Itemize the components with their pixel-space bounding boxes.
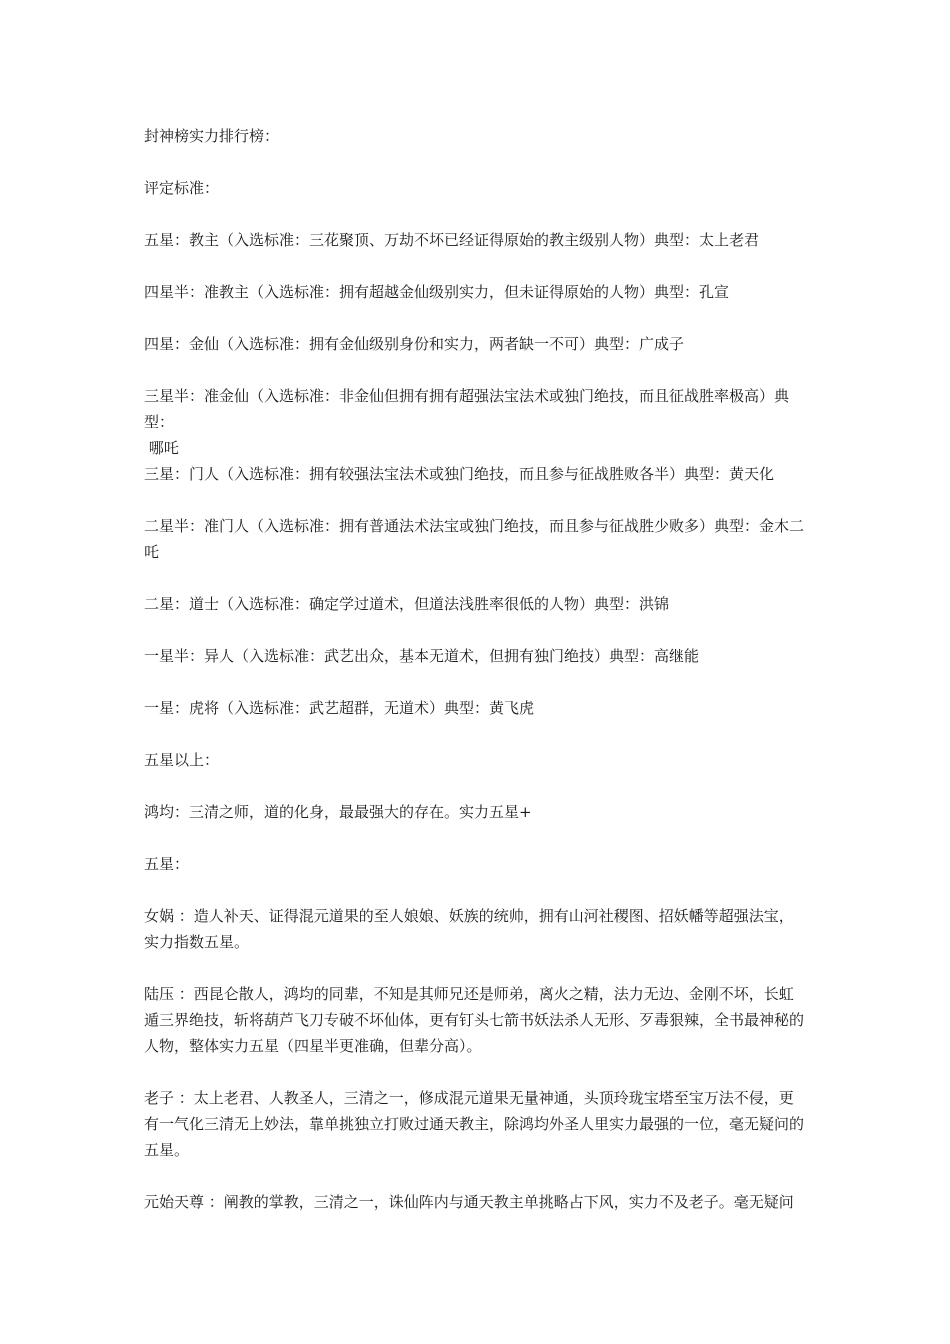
rank-four-half-star: 四星半：准教主（入选标准：拥有超越金仙级别实力，但未证得原始的人物）典型：孔宣: [144, 283, 730, 301]
entry-hongjun: 鸿均：三清之师，道的化身，最最强大的存在。实力五星+: [144, 803, 532, 821]
rank-two-half-star: 二星半：准门人（入选标准：拥有普通法术法宝或独门绝技，而且参与征战胜少败多）典型：金木二 吒: [144, 517, 805, 561]
rank-four-star: 四星：金仙（入选标准：拥有金仙级别身份和实力，两者缺一不可）典型：广成子: [144, 335, 685, 353]
section-above-five-star: 五星以上：: [144, 751, 220, 769]
entry-luya: 陆压 ：西昆仑散人，鸿均的同辈，不知是其师兄还是师弟，离火之精，法力无边、金刚不坏，长虹 遁三界绝技，斩将葫芦飞刀专破不坏仙体，更有钉头七箭书妖法杀人无形、歹毒狠辣，全书最神秘的 人物，整体实力五星（四星半更准确，但辈分高）。: [144, 985, 805, 1055]
section-five-star: 五星：: [144, 855, 190, 873]
rank-one-star: 一星：虎将（入选标准：武艺超群，无道术）典型：黄飞虎: [144, 699, 535, 717]
entry-nuwa: 女娲 ：造人补天、证得混元道果的至人娘娘、妖族的统帅，拥有山河社稷图、招妖幡等超强法宝， 实力指数五星。: [144, 907, 794, 951]
criteria-heading: 评定标准：: [144, 179, 220, 197]
rank-five-star: 五星：教主（入选标准：三花聚顶、万劫不坏已经证得原始的教主级别人物）典型：太上老君: [144, 231, 760, 249]
entry-laozi: 老子 ：太上老君、人教圣人，三清之一，修成混元道果无量神通，头顶玲珑宝塔至宝万法不侵，更 有一气化三清无上妙法，靠单挑独立打败过通天教主，除鸿均外圣人里实力最强的一位，毫无疑问的 五星。: [144, 1089, 805, 1159]
entry-yuanshi-tianzun: 元始天尊 ：阐教的掌教，三清之一，诛仙阵内与通天教主单挑略占下风，实力不及老子。毫无疑问: [144, 1193, 794, 1211]
rank-one-half-star: 一星半：异人（入选标准：武艺出众，基本无道术，但拥有独门绝技）典型：高继能: [144, 647, 700, 665]
rank-three-star: 三星：门人（入选标准：拥有较强法宝法术或独门绝技，而且参与征战胜败各半）典型：黄天化: [144, 465, 775, 483]
rank-two-star: 二星：道士（入选标准：确定学过道术，但道法浅胜率很低的人物）典型：洪锦: [144, 595, 670, 613]
rank-three-half-star: 三星半：准金仙（入选标准：非金仙但拥有拥有超强法宝法术或独门绝技，而且征战胜率极高）典型： 哪吒: [144, 387, 790, 457]
document-title: 封神榜实力排行榜：: [144, 127, 280, 145]
